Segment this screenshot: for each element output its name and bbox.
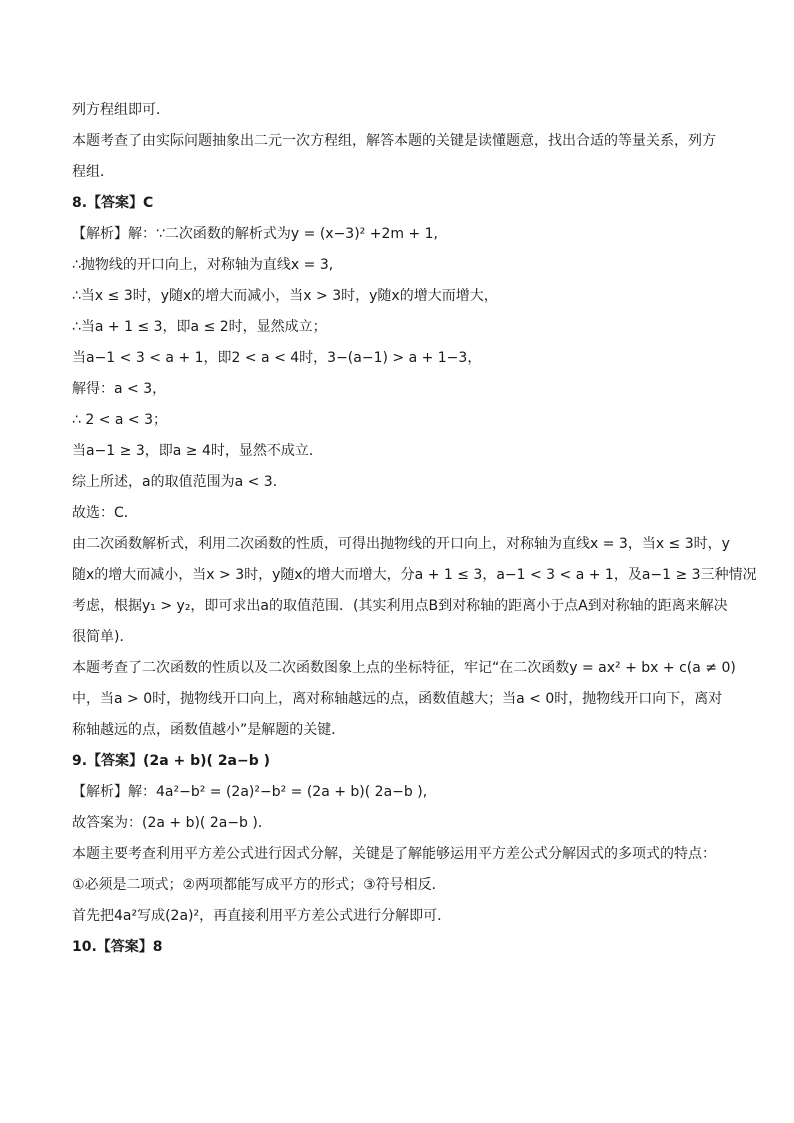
text-line: 当a−1 < 3 < a + 1，即2 < a < 4时，3−(a−1) > a + 1−3， [72, 350, 482, 366]
text-line: ∴当x ≤ 3时，y随x的增大而减小，当x > 3时，y随x的增大而增大， [72, 288, 498, 304]
text-line: 本题考查了二次函数的性质以及二次函数图象上点的坐标特征，牢记“在二次函数y = ax² + bx + c(a ≠ 0) [72, 660, 736, 676]
text-line: 【解析】解：∵二次函数的解析式为y = (x−3)² +2m + 1, [72, 226, 438, 242]
answer-heading-8: 8.【答案】C [72, 195, 154, 211]
text-line: ∴抛物线的开口向上，对称轴为直线x = 3, [72, 257, 334, 273]
text-line: 中，当a > 0时，抛物线开口向上，离对称轴越远的点，函数值越大；当a < 0时，抛物线开口向下，离对 [72, 691, 723, 707]
text-line: 综上所述，a的取值范围为a < 3． [72, 474, 287, 490]
text-line: ∴ 2 < a < 3； [72, 412, 168, 428]
text-line: 由二次函数解析式，利用二次函数的性质，可得出抛物线的开口向上，对称轴为直线x = 3，当x ≤ 3时，y [72, 536, 730, 552]
text-line: 故答案为：(2a + b)( 2a−b )． [72, 815, 272, 831]
text-line: 列方程组即可． [72, 102, 170, 118]
text-line: 考虑，根据y₁ > y₂，即可求出a的取值范围．(其实利用点B到对称轴的距离小于点A到对称轴的距离来解决 [72, 598, 728, 614]
text-line: ①必须是二项式；②两项都能写成平方的形式；③符号相反． [72, 877, 446, 893]
text-line: 故选：C． [72, 505, 138, 521]
answer-heading-9: 9.【答案】(2a + b)( 2a−b ) [72, 753, 271, 769]
text-line: 【解析】解：4a²−b² = (2a)²−b² = (2a + b)( 2a−b ), [72, 784, 428, 800]
text-line: 程组． [72, 164, 114, 180]
text-line: 本题主要考查利用平方差公式进行因式分解，关键是了解能够运用平方差公式分解因式的多项式的特点： [72, 846, 716, 862]
text-line: 很简单)． [72, 629, 134, 645]
text-line: ∴当a + 1 ≤ 3，即a ≤ 2时，显然成立； [72, 319, 327, 335]
text-line: 当a−1 ≥ 3，即a ≥ 4时，显然不成立． [72, 443, 323, 459]
text-line: 随x的增大而减小，当x > 3时，y随x的增大而增大，分a + 1 ≤ 3，a−1 < 3 < a + 1，及a−1 ≥ 3三种情况 [72, 567, 757, 583]
text-line: 本题考查了由实际问题抽象出二元一次方程组，解答本题的关键是读懂题意，找出合适的等量关系，列方 [72, 133, 716, 149]
text-line: 首先把4a²写成(2a)²，再直接利用平方差公式进行分解即可． [72, 908, 452, 924]
text-line: 解得：a < 3， [72, 381, 167, 397]
answer-heading-10: 10.【答案】8 [72, 939, 163, 955]
document-page [72, 100, 757, 968]
text-line: 称轴越远的点，函数值越小”是解题的关键． [72, 722, 346, 738]
